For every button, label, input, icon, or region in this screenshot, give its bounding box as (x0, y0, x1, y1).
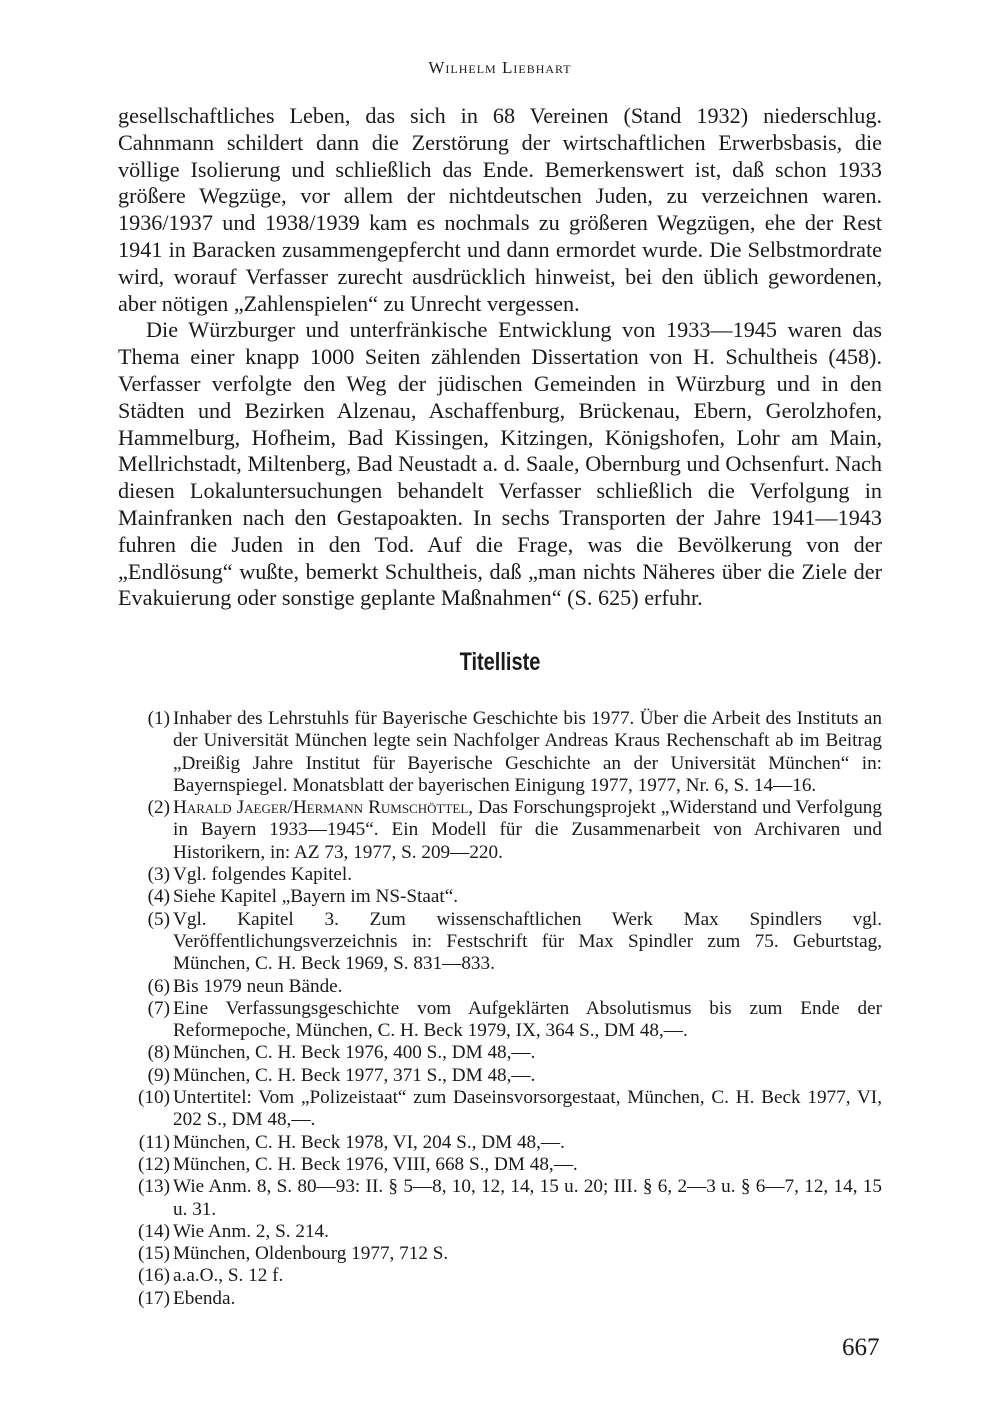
note-number: (4) (147, 886, 170, 908)
body-text (118, 103, 882, 612)
note-number: (16) (138, 1265, 170, 1287)
note-text-rest: , Das Forschungsprojekt „Widerstand und Verfolgung in Bayern 1933—1945“. Ein Modell für die Zusammenarbeit von Archivaren und Historikern, in: AZ 73, 1977, S. 209—220. (173, 797, 882, 863)
note-number: (15) (138, 1243, 170, 1265)
note-number: (11) (138, 1131, 170, 1153)
note-item (130, 1087, 882, 1132)
note-item (130, 1065, 882, 1087)
note-text: Ebenda. (173, 1287, 236, 1309)
paragraph: Die Würzburger und unterfränkische Entwicklung von 1933—1945 waren das Thema einer knapp 1000 Seiten zählenden Dissertation von H. Schultheis (458). Verfasser verfolgte den Weg der jüdischen Gemeinden in Würzburg und in den Städten und Bezirken Alzenau, Aschaffenburg, Brückenau, Ebern, Gerolzhofen, Hammelburg, Hofheim, Bad Kissingen, Kitzingen, Königshofen, Lohr am Main, Mellrichstadt, Miltenberg, Bad Neustadt a. d. Saale, Obernburg und Ochsenfurt. Nach diesen Lokaluntersuchungen behandelt Verfasser schließlich die Verfolgung in Mainfranken nach den Gestapoakten. In sechs Transporten der Jahre 1941—1943 fuhren die Juden in den Tod. Auf die Frage, was die Bevölkerung von der „Endlösung“ wußte, bemerkt Schultheis, daß „man nichts Näheres über die Ziele der Evakuierung oder sonstige geplante Maßnahmen“ (S. 625) erfuhr. (118, 317, 882, 611)
note-text: Siehe Kapitel „Bayern im NS-Staat“. (173, 886, 459, 908)
note-number: (13) (138, 1176, 170, 1198)
note-text: Vgl. folgendes Kapitel. (173, 864, 353, 886)
note-text: München, Oldenbourg 1977, 712 S. (173, 1243, 449, 1265)
note-number: (2) (147, 797, 170, 819)
note-text: Bis 1979 neun Bände. (173, 975, 343, 997)
note-item (130, 1288, 882, 1310)
note-number: (14) (138, 1220, 170, 1242)
note-text: Vgl. Kapitel 3. Zum wissenschaftlichen Werk Max Spindlers vgl. Veröffentlichungsverzeichnis in: Festschrift für Max Spindler zum 75. Geburtstag, München, C. H. Beck 1969, S. 831—833. (173, 908, 882, 975)
running-head: Wilhelm Liebhart (428, 58, 572, 77)
note-item (130, 1154, 882, 1176)
note-item (130, 1243, 882, 1265)
note-number: (5) (147, 908, 170, 930)
note-number: (1) (147, 708, 170, 729)
note-item (130, 1042, 882, 1064)
section-title: Titelliste (459, 648, 541, 676)
note-item (130, 1221, 882, 1243)
note-item (130, 1265, 882, 1287)
note-number: (17) (138, 1287, 170, 1309)
note-number: (12) (138, 1153, 170, 1175)
note-text: Wie Anm. 8, S. 80—93: II. § 5—8, 10, 12, 14, 15 u. 20; III. § 6, 2—3 u. § 6—7, 12, 14, 15 u. 31. (173, 1176, 882, 1220)
note-item (130, 864, 882, 886)
note-number: (7) (147, 997, 170, 1019)
note-text: München, C. H. Beck 1977, 371 S., DM 48,—. (173, 1064, 536, 1086)
note-item (130, 708, 882, 797)
note-item (130, 886, 882, 908)
page-number: 667 (842, 1334, 880, 1361)
note-text: Untertitel: Vom „Polizeistaat“ zum Daseinsvorsorgestaat, München, C. H. Beck 1977, VI, 202 S., DM 48,—. (173, 1087, 882, 1131)
note-text: Wie Anm. 2, S. 214. (173, 1220, 329, 1242)
note-item (130, 976, 882, 998)
note-text: Eine Verfassungsgeschichte vom Aufgeklärten Absolutismus bis zum Ende der Reformepoche, München, C. H. Beck 1979, IX, 364 S., DM 48,—. (173, 997, 882, 1042)
note-item (130, 797, 882, 864)
note-number: (9) (147, 1064, 170, 1086)
note-text: a.a.O., S. 12 f. (173, 1265, 284, 1287)
note-item (130, 909, 882, 976)
note-text (173, 797, 882, 863)
note-number: (6) (147, 975, 170, 997)
note-item (130, 998, 882, 1043)
note-item (130, 1132, 882, 1154)
note-number: (10) (138, 1087, 170, 1109)
note-number: (8) (147, 1042, 170, 1064)
notes-list (130, 708, 882, 1310)
note-authors: Harald Jaeger/Hermann Rumschöttel (173, 797, 469, 819)
note-text: München, C. H. Beck 1976, VIII, 668 S., DM 48,—. (173, 1153, 578, 1175)
note-text: München, C. H. Beck 1978, VI, 204 S., DM 48,—. (173, 1131, 565, 1153)
note-number: (3) (147, 864, 170, 886)
note-text: Inhaber des Lehrstuhls für Bayerische Geschichte bis 1977. Über die Arbeit des Instituts an der Universität München legte sein Nachfolger Andreas Kraus Rechenschaft ab im Beitrag „Dreißig Jahre Institut für Bayerische Geschichte an der Universität München“ in: Bayernspiegel. Monatsblatt der bayerischen Einigung 1977, 1977, Nr. 6, S. 14—16. (173, 708, 882, 796)
note-item (130, 1176, 882, 1221)
paragraph: gesellschaftliches Leben, das sich in 68 Vereinen (Stand 1932) niederschlug. Cahnmann schildert dann die Zerstörung der wirtschaftlichen Erwerbsbasis, die völlige Isolierung und schließlich das Ende. Bemerkenswert ist, daß schon 1933 größere Wegzüge, vor allem der nichtdeutschen Juden, zu verzeichnen waren. 1936/1937 und 1938/1939 kam es nochmals zu größeren Wegzügen, ehe der Rest 1941 in Baracken zusammengepfercht und dann ermordet wurde. Die Selbstmordrate wird, worauf Verfasser zurecht ausdrücklich hinweist, bei den üblich gewordenen, aber nötigen „Zahlenspielen“ zu Unrecht vergessen. (118, 103, 882, 316)
note-text: München, C. H. Beck 1976, 400 S., DM 48,—. (173, 1042, 536, 1064)
